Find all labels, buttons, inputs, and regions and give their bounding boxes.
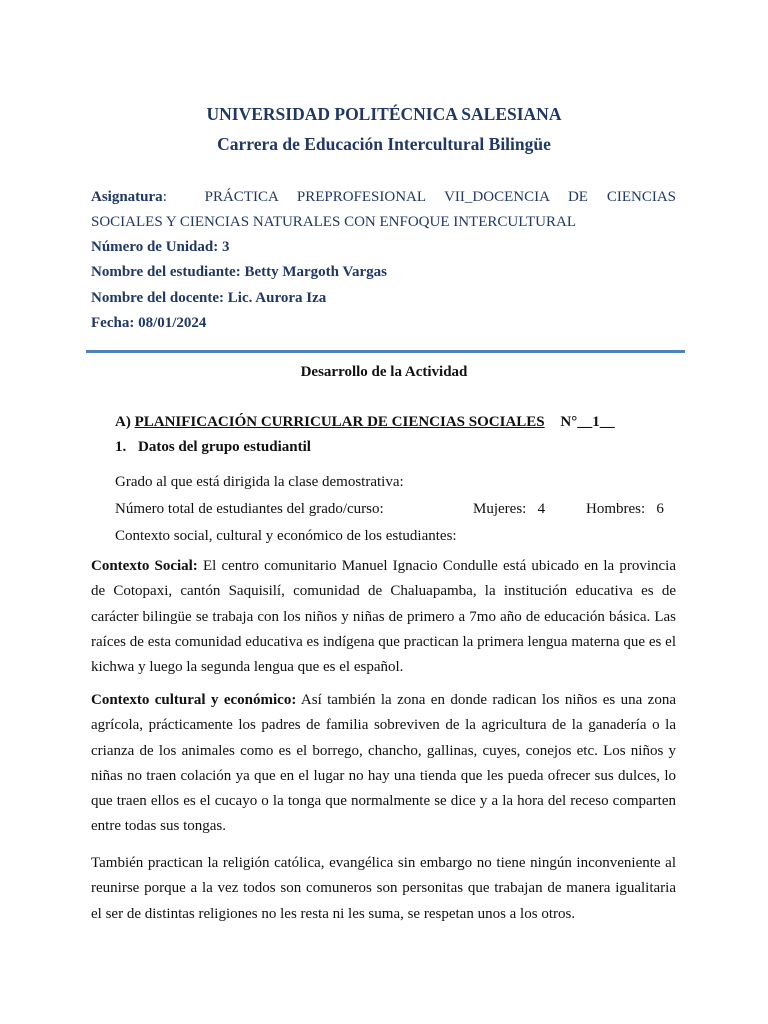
field-contexto: Contexto social, cultural y económico de los estudiantes: (115, 528, 457, 544)
field-mujeres: Mujeres: 4 (473, 501, 546, 517)
university-title: UNIVERSIDAD POLITÉCNICA SALESIANA (206, 104, 562, 124)
heading-1 (115, 439, 311, 456)
paragraph-2-label: Contexto cultural y económico: (91, 692, 297, 708)
field-hombres: Hombres: 6 (586, 501, 664, 517)
paragraph-religion: También practican la religión católica, evangélica sin embargo no tiene ningún inconveniente al reunirse porque a la vez todos son comuneros son personitas que trabajan de manera igualitaria el ser de distintas religiones no les resta ni les suma, se respetan unos a los otros. (91, 855, 676, 922)
section-title: Desarrollo de la Actividad (300, 364, 468, 380)
paragraph-1-text: El centro comunitario Manuel Ignacio Condulle está ubicado en la provincia de Cotopaxi, cantón Saquisilí, comunidad de Chaluapamba, la institución educativa es de carácter bilingüe se trabaja con los niños y niñas de primero a 7mo año de educación básica. Las raíces de esta comunidad educativa es indígena que practican la primera lengua materna que es el kichwa y luego la segunda lengua que es el español. (91, 558, 676, 676)
heading-1-title: Datos del grupo estudiantil (138, 439, 311, 455)
heading-a-label: A) (115, 414, 131, 430)
heading-a-title: PLANIFICACIÓN CURRICULAR DE CIENCIAS SOCIALES (134, 414, 545, 430)
subject-line: Asignatura: PRÁCTICA PREPROFESIONAL VII_DOCENCIA DE CIENCIAS (91, 189, 677, 205)
date: Fecha: 08/01/2024 (91, 315, 207, 331)
subject-text-line2: SOCIALES Y CIENCIAS NATURALES CON ENFOQUE INTERCULTURAL (91, 214, 577, 230)
teacher-name: Nombre del docente: Lic. Aurora Iza (91, 290, 327, 306)
paragraph-2-text: Así también la zona en donde radican los niños es una zona agrícola, prácticamente los padres de familia sobreviven de la agricultura de la ganadería o la crianza de los animales como es el borrego, chancho, gallinas, cuyes, conejos etc. Los niños y niñas no traen colación ya que en el lugar no hay una tienda que les pueda ofrecer sus dulces, lo que traen ellos es el cucayo o la tonga que normalmente se dice y a la hora del receso comparten entre todas sus tongas. (91, 692, 676, 835)
field-total-students: Número total de estudiantes del grado/curso: (115, 501, 384, 517)
unit-number: Número de Unidad: 3 (91, 239, 230, 255)
paragraph-1-label: Contexto Social: (91, 558, 198, 574)
student-name: Nombre del estudiante: Betty Margoth Vargas (91, 264, 387, 280)
heading-a (115, 414, 615, 431)
field-grado: Grado al que está dirigida la clase demostrativa: (115, 474, 404, 490)
paragraph-contexto-social (91, 554, 676, 680)
horizontal-divider (86, 350, 685, 353)
heading-a-number: N°__1__ (560, 414, 615, 430)
subject-label: Asignatura (91, 189, 163, 205)
heading-1-label: 1. (115, 439, 127, 455)
paragraph-contexto-cultural (91, 688, 676, 840)
career-title: Carrera de Educación Intercultural Bilingüe (217, 134, 551, 154)
subject-text-line1: PRÁCTICA PREPROFESIONAL VII_DOCENCIA DE CIENCIAS (204, 189, 677, 205)
